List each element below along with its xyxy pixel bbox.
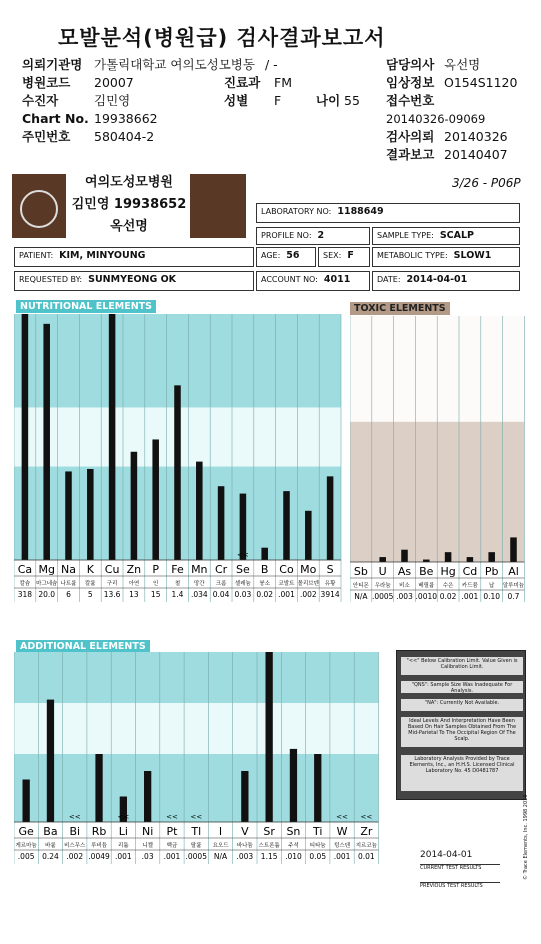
element-value-hg: 0.02 bbox=[439, 592, 457, 601]
element-korean-ba: 바륨 bbox=[45, 843, 56, 849]
handwritten-note: 3/26 - P06P bbox=[452, 176, 521, 190]
bar-ni bbox=[144, 771, 151, 822]
bar-ti bbox=[314, 754, 321, 822]
account-box bbox=[256, 271, 370, 291]
card-patient-box bbox=[14, 247, 254, 267]
element-korean-k: 칼륨 bbox=[84, 581, 96, 587]
card-age-label: AGE: bbox=[261, 251, 281, 260]
element-value-ni: .03 bbox=[141, 852, 154, 861]
dash-value: / - bbox=[264, 57, 278, 72]
element-value-ge: .005 bbox=[17, 852, 35, 861]
element-symbol-li: Li bbox=[118, 825, 128, 838]
requested-box bbox=[14, 271, 254, 291]
dept-value: FM bbox=[274, 75, 292, 90]
element-symbol-ni: Ni bbox=[142, 825, 154, 838]
low-mark-pt: << bbox=[166, 813, 178, 821]
requested-label: REQUESTED BY: bbox=[19, 275, 83, 284]
element-korean-i: 요오드 bbox=[212, 843, 229, 849]
bar-hg bbox=[445, 552, 452, 562]
element-value-sb: N/A bbox=[354, 592, 368, 601]
header-right bbox=[386, 56, 541, 164]
element-korean-cd: 카드뮴 bbox=[461, 583, 478, 589]
element-symbol-sb: Sb bbox=[353, 565, 368, 578]
element-value-na: 6 bbox=[66, 590, 71, 599]
element-symbol-cr: Cr bbox=[214, 563, 228, 576]
element-korean-bi: 비스무스 bbox=[64, 843, 86, 849]
element-korean-li: 리튬 bbox=[118, 843, 129, 849]
element-korean-p: 인 bbox=[153, 581, 159, 587]
legend-lab-info: Laboratory Analysis Provided by Trace Elements, Inc., an H.H.S. Licensed Clinical Laboratory No. 45 D0481787 bbox=[401, 755, 523, 791]
element-symbol-co: Co bbox=[279, 563, 294, 576]
element-symbol-mo: Mo bbox=[300, 563, 317, 576]
sample-box bbox=[372, 227, 520, 245]
legend-na: "NA": Currently Not Available. bbox=[401, 699, 523, 711]
header-left bbox=[22, 56, 360, 146]
nutritional-title: NUTRITIONAL ELEMENTS bbox=[16, 300, 156, 313]
patient-value: 김민영 bbox=[94, 93, 131, 108]
element-korean-sb: 안티몬 bbox=[352, 583, 369, 589]
bar-al bbox=[510, 537, 517, 562]
element-value-li: .001 bbox=[114, 852, 132, 861]
ideal-band bbox=[14, 703, 379, 754]
patient-label: 수진자 bbox=[22, 93, 59, 108]
element-korean-al: 알루미늄 bbox=[502, 583, 525, 589]
date-box bbox=[372, 271, 520, 291]
element-value-w: .001 bbox=[333, 852, 351, 861]
element-value-k: 5 bbox=[87, 590, 93, 599]
nutritional-chart bbox=[14, 314, 342, 602]
report-value: 20140407 bbox=[444, 147, 508, 162]
sex-value: F bbox=[274, 93, 282, 108]
chart-value: 19938662 bbox=[94, 111, 158, 126]
age-value: 55 bbox=[344, 93, 360, 108]
legend-ideal-levels: Ideal Levels And Interpretation Have Been Based On Hair Samples Obtained From The Mid-Parietal To The Occipital Region Of The Scalp. bbox=[401, 717, 523, 747]
element-symbol-p: P bbox=[152, 563, 160, 576]
low-mark-li: << bbox=[117, 813, 130, 821]
element-value-ba: 0.24 bbox=[42, 852, 59, 861]
element-korean-rb: 루비듐 bbox=[91, 843, 108, 849]
age-label: 나이 bbox=[316, 93, 341, 108]
element-value-as: .003 bbox=[396, 592, 413, 601]
additional-chart bbox=[14, 652, 388, 864]
element-korean-fe: 철 bbox=[174, 581, 181, 587]
bar-ge bbox=[23, 780, 30, 823]
element-symbol-se: Se bbox=[236, 563, 250, 576]
current-results-label: CURRENT TEST RESULTS bbox=[420, 864, 500, 871]
legend-qns: "QNS": Sample Size Was Inadequate For Analysis. bbox=[401, 681, 523, 693]
element-symbol-be: Be bbox=[419, 565, 434, 578]
dept-label: 진료과 bbox=[224, 75, 261, 90]
element-symbol-na: Na bbox=[61, 563, 76, 576]
element-value-s: 3914 bbox=[320, 590, 340, 599]
element-symbol-al: Al bbox=[508, 565, 519, 578]
profile-box bbox=[256, 227, 370, 245]
bar-u bbox=[379, 557, 386, 562]
hospital-seal-right bbox=[190, 174, 246, 238]
element-symbol-k: K bbox=[86, 563, 94, 576]
card-age-value: 56 bbox=[286, 250, 300, 261]
bar-k bbox=[87, 469, 94, 560]
bar-fe bbox=[174, 385, 181, 560]
legend-panel bbox=[396, 650, 526, 800]
element-korean-ge: 게르마늄 bbox=[15, 843, 37, 849]
doctor-value: 옥선명 bbox=[444, 57, 481, 72]
element-value-mo: .002 bbox=[299, 590, 317, 599]
account-label: ACCOUNT NO: bbox=[261, 275, 318, 284]
metabolic-value: SLOW1 bbox=[453, 250, 492, 261]
bar-cd bbox=[467, 557, 474, 562]
card-sex-label: SEX: bbox=[323, 251, 342, 260]
element-symbol-cd: Cd bbox=[462, 565, 478, 578]
previous-results-label: PREVIOUS TEST RESULTS bbox=[420, 882, 500, 889]
bar-sr bbox=[266, 652, 273, 822]
element-korean-zr: 지르코늄 bbox=[355, 843, 377, 849]
element-korean-s: 유황 bbox=[324, 581, 336, 587]
element-korean-zn: 아연 bbox=[128, 581, 140, 587]
element-symbol-hg: Hg bbox=[440, 565, 456, 578]
element-value-pt: .001 bbox=[163, 852, 181, 861]
element-value-u: .0005 bbox=[371, 592, 394, 601]
sample-label: SAMPLE TYPE: bbox=[377, 231, 434, 240]
bar-ca bbox=[22, 314, 29, 560]
element-value-sn: .010 bbox=[285, 852, 302, 861]
request-label: 검사의뢰 bbox=[386, 129, 435, 144]
doctor-label: 담당의사 bbox=[386, 57, 435, 72]
hospital-code-label: 병원코드 bbox=[22, 75, 71, 90]
element-value-ca: 318 bbox=[17, 590, 33, 599]
element-value-tl: .0005 bbox=[185, 852, 207, 861]
element-symbol-pt: Pt bbox=[166, 825, 178, 838]
element-korean-ti: 티타늄 bbox=[309, 843, 326, 849]
element-value-p: 15 bbox=[150, 590, 161, 599]
element-symbol-pb: Pb bbox=[484, 565, 499, 578]
bar-mg bbox=[43, 324, 50, 560]
element-korean-v: 바나듐 bbox=[236, 843, 253, 849]
card-age-box bbox=[256, 247, 316, 267]
sample-value: SCALP bbox=[439, 230, 475, 241]
element-korean-mn: 망간 bbox=[193, 581, 205, 587]
element-symbol-cu: Cu bbox=[104, 563, 120, 576]
received-value: 20140326-09069 bbox=[386, 112, 486, 126]
element-value-pb: 0.10 bbox=[483, 592, 501, 601]
element-korean-sr: 스트론튬 bbox=[258, 843, 280, 849]
element-symbol-as: As bbox=[397, 565, 412, 578]
element-value-se: 0.03 bbox=[234, 590, 252, 599]
element-value-cd: .001 bbox=[461, 592, 479, 601]
element-korean-w: 텅스텐 bbox=[334, 843, 351, 849]
element-korean-sn: 주석 bbox=[288, 843, 299, 849]
low-mark-se: << bbox=[237, 551, 249, 559]
institution-label: 의뢰기관명 bbox=[22, 57, 83, 72]
element-value-mn: .034 bbox=[190, 590, 208, 599]
metabolic-box bbox=[372, 247, 520, 267]
bar-zn bbox=[131, 452, 138, 560]
element-korean-tl: 탈륨 bbox=[190, 843, 202, 849]
element-symbol-rb: Rb bbox=[91, 825, 107, 838]
element-korean-co: 코발트 bbox=[278, 581, 295, 587]
bar-sn bbox=[290, 749, 297, 822]
bar-p bbox=[152, 439, 159, 560]
requested-value: SUNMYEONG OK bbox=[88, 274, 177, 285]
element-korean-be: 베릴륨 bbox=[418, 583, 435, 589]
element-korean-mo: 몰리브덴 bbox=[297, 581, 319, 587]
bar-cu bbox=[109, 314, 116, 560]
element-symbol-mg: Mg bbox=[38, 563, 55, 576]
element-symbol-zr: Zr bbox=[360, 825, 373, 838]
element-value-ti: 0.05 bbox=[309, 852, 327, 861]
received-label: 접수번호 bbox=[386, 93, 435, 108]
card-doctor-line: 옥선명 bbox=[110, 219, 148, 234]
clinical-label: 임상정보 bbox=[386, 75, 435, 90]
toxic-chart bbox=[350, 316, 526, 602]
element-symbol-sr: Sr bbox=[263, 825, 275, 838]
card-sex-box bbox=[318, 247, 370, 267]
card-patient-label: PATIENT: bbox=[19, 251, 54, 260]
element-symbol-ca: Ca bbox=[17, 563, 33, 576]
legend-below-limit: "<<" Below Calibration Limit. Value Given is Calibration Limit. bbox=[401, 657, 523, 675]
profile-label: PROFILE NO: bbox=[261, 231, 312, 240]
date-value: 2014-04-01 bbox=[406, 274, 468, 285]
element-korean-hg: 수은 bbox=[442, 583, 454, 589]
bar-mn bbox=[196, 462, 203, 560]
element-value-sr: 1.15 bbox=[260, 852, 278, 861]
element-value-be: .0010 bbox=[415, 592, 438, 601]
element-value-i: N/A bbox=[213, 852, 228, 861]
element-korean-cu: 구리 bbox=[106, 581, 118, 587]
element-symbol-ba: Ba bbox=[43, 825, 58, 838]
bar-co bbox=[283, 491, 290, 560]
institution-value: 가톨릭대학교 여의도성모병동 bbox=[94, 57, 255, 72]
lab-no-box bbox=[256, 203, 520, 223]
element-value-rb: .0049 bbox=[88, 852, 110, 861]
clinical-value: O154S1120 bbox=[444, 75, 518, 90]
lab-no-label: LABORATORY NO: bbox=[261, 207, 332, 216]
element-value-co: .001 bbox=[278, 590, 295, 599]
ssn-label: 주민번호 bbox=[22, 129, 71, 144]
card-patient-line: 김민영 19938652 bbox=[71, 197, 187, 212]
bar-rb bbox=[95, 754, 102, 822]
element-symbol-w: W bbox=[336, 825, 348, 838]
profile-value: 2 bbox=[317, 230, 325, 241]
hospital-code-value: 20007 bbox=[94, 75, 134, 90]
date-label: DATE: bbox=[377, 275, 401, 284]
element-korean-na: 나트륨 bbox=[60, 581, 77, 587]
ssn-value: 580404-2 bbox=[94, 129, 155, 144]
element-symbol-v: V bbox=[241, 825, 249, 838]
hospital-name: 여의도성모병원 bbox=[85, 175, 173, 190]
element-value-fe: 1.4 bbox=[171, 590, 184, 599]
element-symbol-u: U bbox=[378, 565, 387, 578]
bar-cr bbox=[218, 486, 225, 560]
report-label: 결과보고 bbox=[386, 147, 435, 162]
metabolic-label: METABOLIC TYPE: bbox=[377, 251, 448, 260]
element-korean-ni: 니켈 bbox=[142, 843, 153, 849]
card-patient-value: KIM, MINYOUNG bbox=[59, 250, 146, 261]
bar-as bbox=[401, 550, 408, 562]
bar-mo bbox=[305, 511, 312, 560]
bar-b bbox=[261, 548, 268, 560]
lab-no-value: 1188649 bbox=[337, 206, 384, 217]
chart-label: Chart No. bbox=[22, 111, 89, 126]
low-mark-zr: << bbox=[360, 813, 373, 821]
card-sex-value: F bbox=[347, 250, 354, 261]
bar-pb bbox=[488, 552, 495, 562]
element-value-cr: 0.04 bbox=[212, 590, 230, 599]
element-value-b: 0.02 bbox=[256, 590, 274, 599]
bar-v bbox=[241, 771, 248, 822]
element-korean-mg: 마그네슘 bbox=[36, 581, 58, 587]
element-value-al: 0.7 bbox=[507, 592, 520, 601]
element-value-v: .003 bbox=[236, 852, 254, 861]
element-value-zr: 0.01 bbox=[357, 852, 375, 861]
element-korean-pt: 백금 bbox=[166, 843, 178, 849]
low-mark-bi: << bbox=[68, 813, 81, 821]
element-value-bi: .002 bbox=[66, 852, 84, 861]
element-korean-b: 붕소 bbox=[259, 581, 271, 587]
element-symbol-b: B bbox=[260, 563, 269, 576]
low-mark-tl: << bbox=[190, 813, 203, 821]
element-value-cu: 13.6 bbox=[103, 590, 121, 599]
element-symbol-s: S bbox=[326, 563, 334, 576]
additional-title: ADDITIONAL ELEMENTS bbox=[16, 640, 150, 653]
toxic-title: TOXIC ELEMENTS bbox=[350, 302, 450, 315]
bar-na bbox=[65, 471, 72, 560]
element-korean-se: 셀레늄 bbox=[234, 581, 251, 587]
lab-logo-icon bbox=[20, 190, 58, 228]
element-korean-pb: 납 bbox=[489, 583, 495, 589]
element-symbol-ge: Ge bbox=[18, 825, 34, 838]
element-korean-ca: 칼슘 bbox=[19, 581, 31, 587]
element-korean-as: 비소 bbox=[399, 583, 410, 589]
report-title: 모발분석(병원급) 검사결과보고서 bbox=[58, 26, 386, 50]
element-korean-cr: 크롬 bbox=[215, 581, 227, 587]
account-value: 4011 bbox=[323, 274, 351, 285]
element-symbol-ti: Ti bbox=[313, 825, 323, 838]
sex-label: 성별 bbox=[224, 93, 249, 108]
copyright: © Trace Elements, Inc. 1998 2010 bbox=[523, 794, 529, 880]
low-mark-w: << bbox=[336, 813, 348, 821]
element-symbol-fe: Fe bbox=[171, 563, 184, 576]
element-symbol-mn: Mn bbox=[191, 563, 208, 576]
element-value-mg: 20.0 bbox=[38, 590, 56, 599]
element-symbol-sn: Sn bbox=[286, 825, 301, 838]
element-symbol-bi: Bi bbox=[69, 825, 81, 838]
bar-s bbox=[327, 476, 334, 560]
current-date: 2014-04-01 bbox=[420, 850, 473, 860]
element-symbol-tl: Tl bbox=[191, 825, 202, 838]
request-value: 20140326 bbox=[444, 129, 508, 144]
element-symbol-i: I bbox=[218, 825, 223, 838]
element-korean-u: 우라늄 bbox=[374, 583, 391, 589]
hospital-card-text bbox=[70, 172, 188, 238]
bar-ba bbox=[47, 700, 54, 822]
element-symbol-zn: Zn bbox=[126, 563, 142, 576]
element-value-zn: 13 bbox=[129, 590, 139, 599]
